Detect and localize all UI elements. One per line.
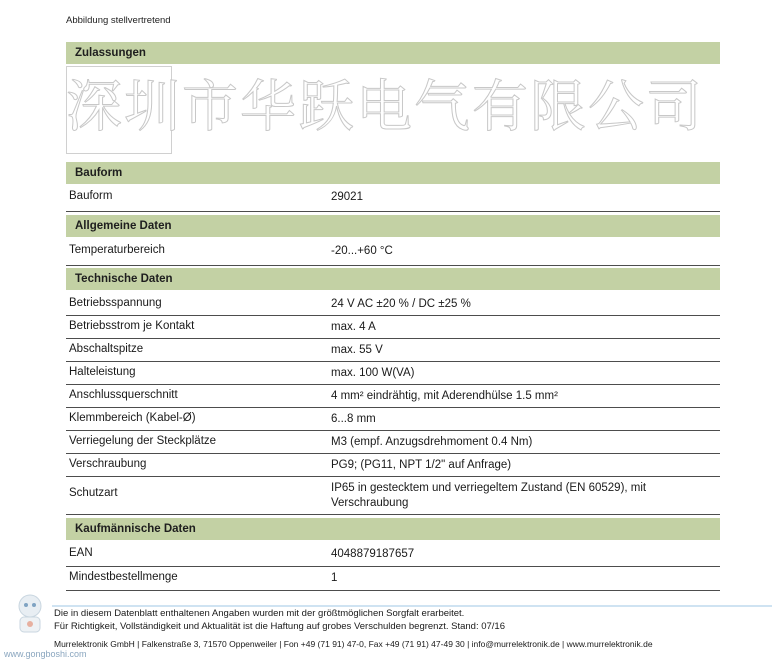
footer-disclaimer-line: Die in diesem Datenblatt enthaltenen Angaben wurden mit der größtmöglichen Sorgfalt erarbeitet.: [54, 608, 465, 619]
table-row: [66, 543, 720, 567]
section-bauform: Bauform: [66, 162, 720, 184]
row-value: max. 4 A: [331, 321, 376, 333]
row-label: Betriebsstrom je Kontakt: [69, 320, 195, 332]
footer-company-line: Murrelektronik GmbH | Falkenstraße 3, 71570 Oppenweiler | Fon +49 (71 91) 47-0, Fax +49 (71 91) 47-49 30 | info@murrelektronik.de | www.murrelektronik.de: [54, 639, 653, 649]
row-value: max. 100 W(VA): [331, 367, 415, 379]
table-row: [66, 339, 720, 362]
row-value: M3 (empf. Anzugsdrehmoment 0.4 Nm): [331, 436, 533, 448]
row-label: Halteleistung: [69, 366, 136, 378]
table-row: [66, 385, 720, 408]
section-allgemeine-daten: Allgemeine Daten: [66, 215, 720, 237]
cropped-heading-fragment: [478, 0, 606, 3]
company-watermark: 深圳市华跃电气有限公司: [66, 75, 704, 140]
row-label: Bauform: [69, 190, 113, 202]
site-watermark: www.gongboshi.com: [4, 649, 87, 659]
robot-mascot-logo: [8, 590, 52, 636]
table-row: [66, 362, 720, 385]
row-label: Anschlussquerschnitt: [69, 389, 178, 401]
row-value: 29021: [331, 191, 363, 203]
row-label: Verschraubung: [69, 458, 147, 470]
footer-disclaimer-line: Für Richtigkeit, Vollständigkeit und Aktualität ist die Haftung auf grobes Verschulden begrenzt. Stand: 07/16: [54, 621, 505, 632]
row-label: Betriebsspannung: [69, 297, 162, 309]
row-label: Klemmbereich (Kabel-Ø): [69, 412, 196, 424]
row-value: IP65 in gestecktem und verriegeltem Zustand (EN 60529), mit Verschraubung: [331, 482, 647, 509]
table-row: [66, 431, 720, 454]
section-zulassungen: Zulassungen: [66, 42, 720, 64]
row-value: 4 mm² eindrähtig, mit Aderendhülse 1.5 mm²: [331, 390, 558, 402]
table-row: [66, 186, 720, 212]
footer-divider: [52, 605, 772, 607]
row-label: Schutzart: [69, 487, 118, 499]
row-label: Abschaltspitze: [69, 343, 144, 355]
row-label: EAN: [69, 547, 93, 559]
section-technische-daten: Technische Daten: [66, 268, 720, 290]
row-value: -20...+60 °C: [331, 245, 393, 257]
table-row: [66, 316, 720, 339]
row-value: 24 V AC ±20 % / DC ±25 %: [331, 298, 471, 310]
table-row: [66, 477, 720, 515]
row-value: PG9; (PG11, NPT 1/2" auf Anfrage): [331, 459, 512, 471]
table-row: [66, 567, 720, 591]
section-kaufmaennische-daten: Kaufmännische Daten: [66, 518, 720, 540]
table-row: [66, 293, 720, 316]
row-value: 4048879187657: [331, 548, 415, 560]
row-label: Verriegelung der Steckplätze: [69, 435, 217, 447]
row-value: max. 55 V: [331, 344, 383, 356]
table-row: [66, 240, 720, 266]
table-row: [66, 454, 720, 477]
table-row: [66, 408, 720, 431]
row-label: Mindestbestellmenge: [69, 571, 178, 583]
row-label: Temperaturbereich: [69, 244, 165, 256]
row-value: 6...8 mm: [331, 413, 376, 425]
image-caption: Abbildung stellvertretend: [66, 15, 171, 26]
row-value: 1: [331, 572, 338, 584]
